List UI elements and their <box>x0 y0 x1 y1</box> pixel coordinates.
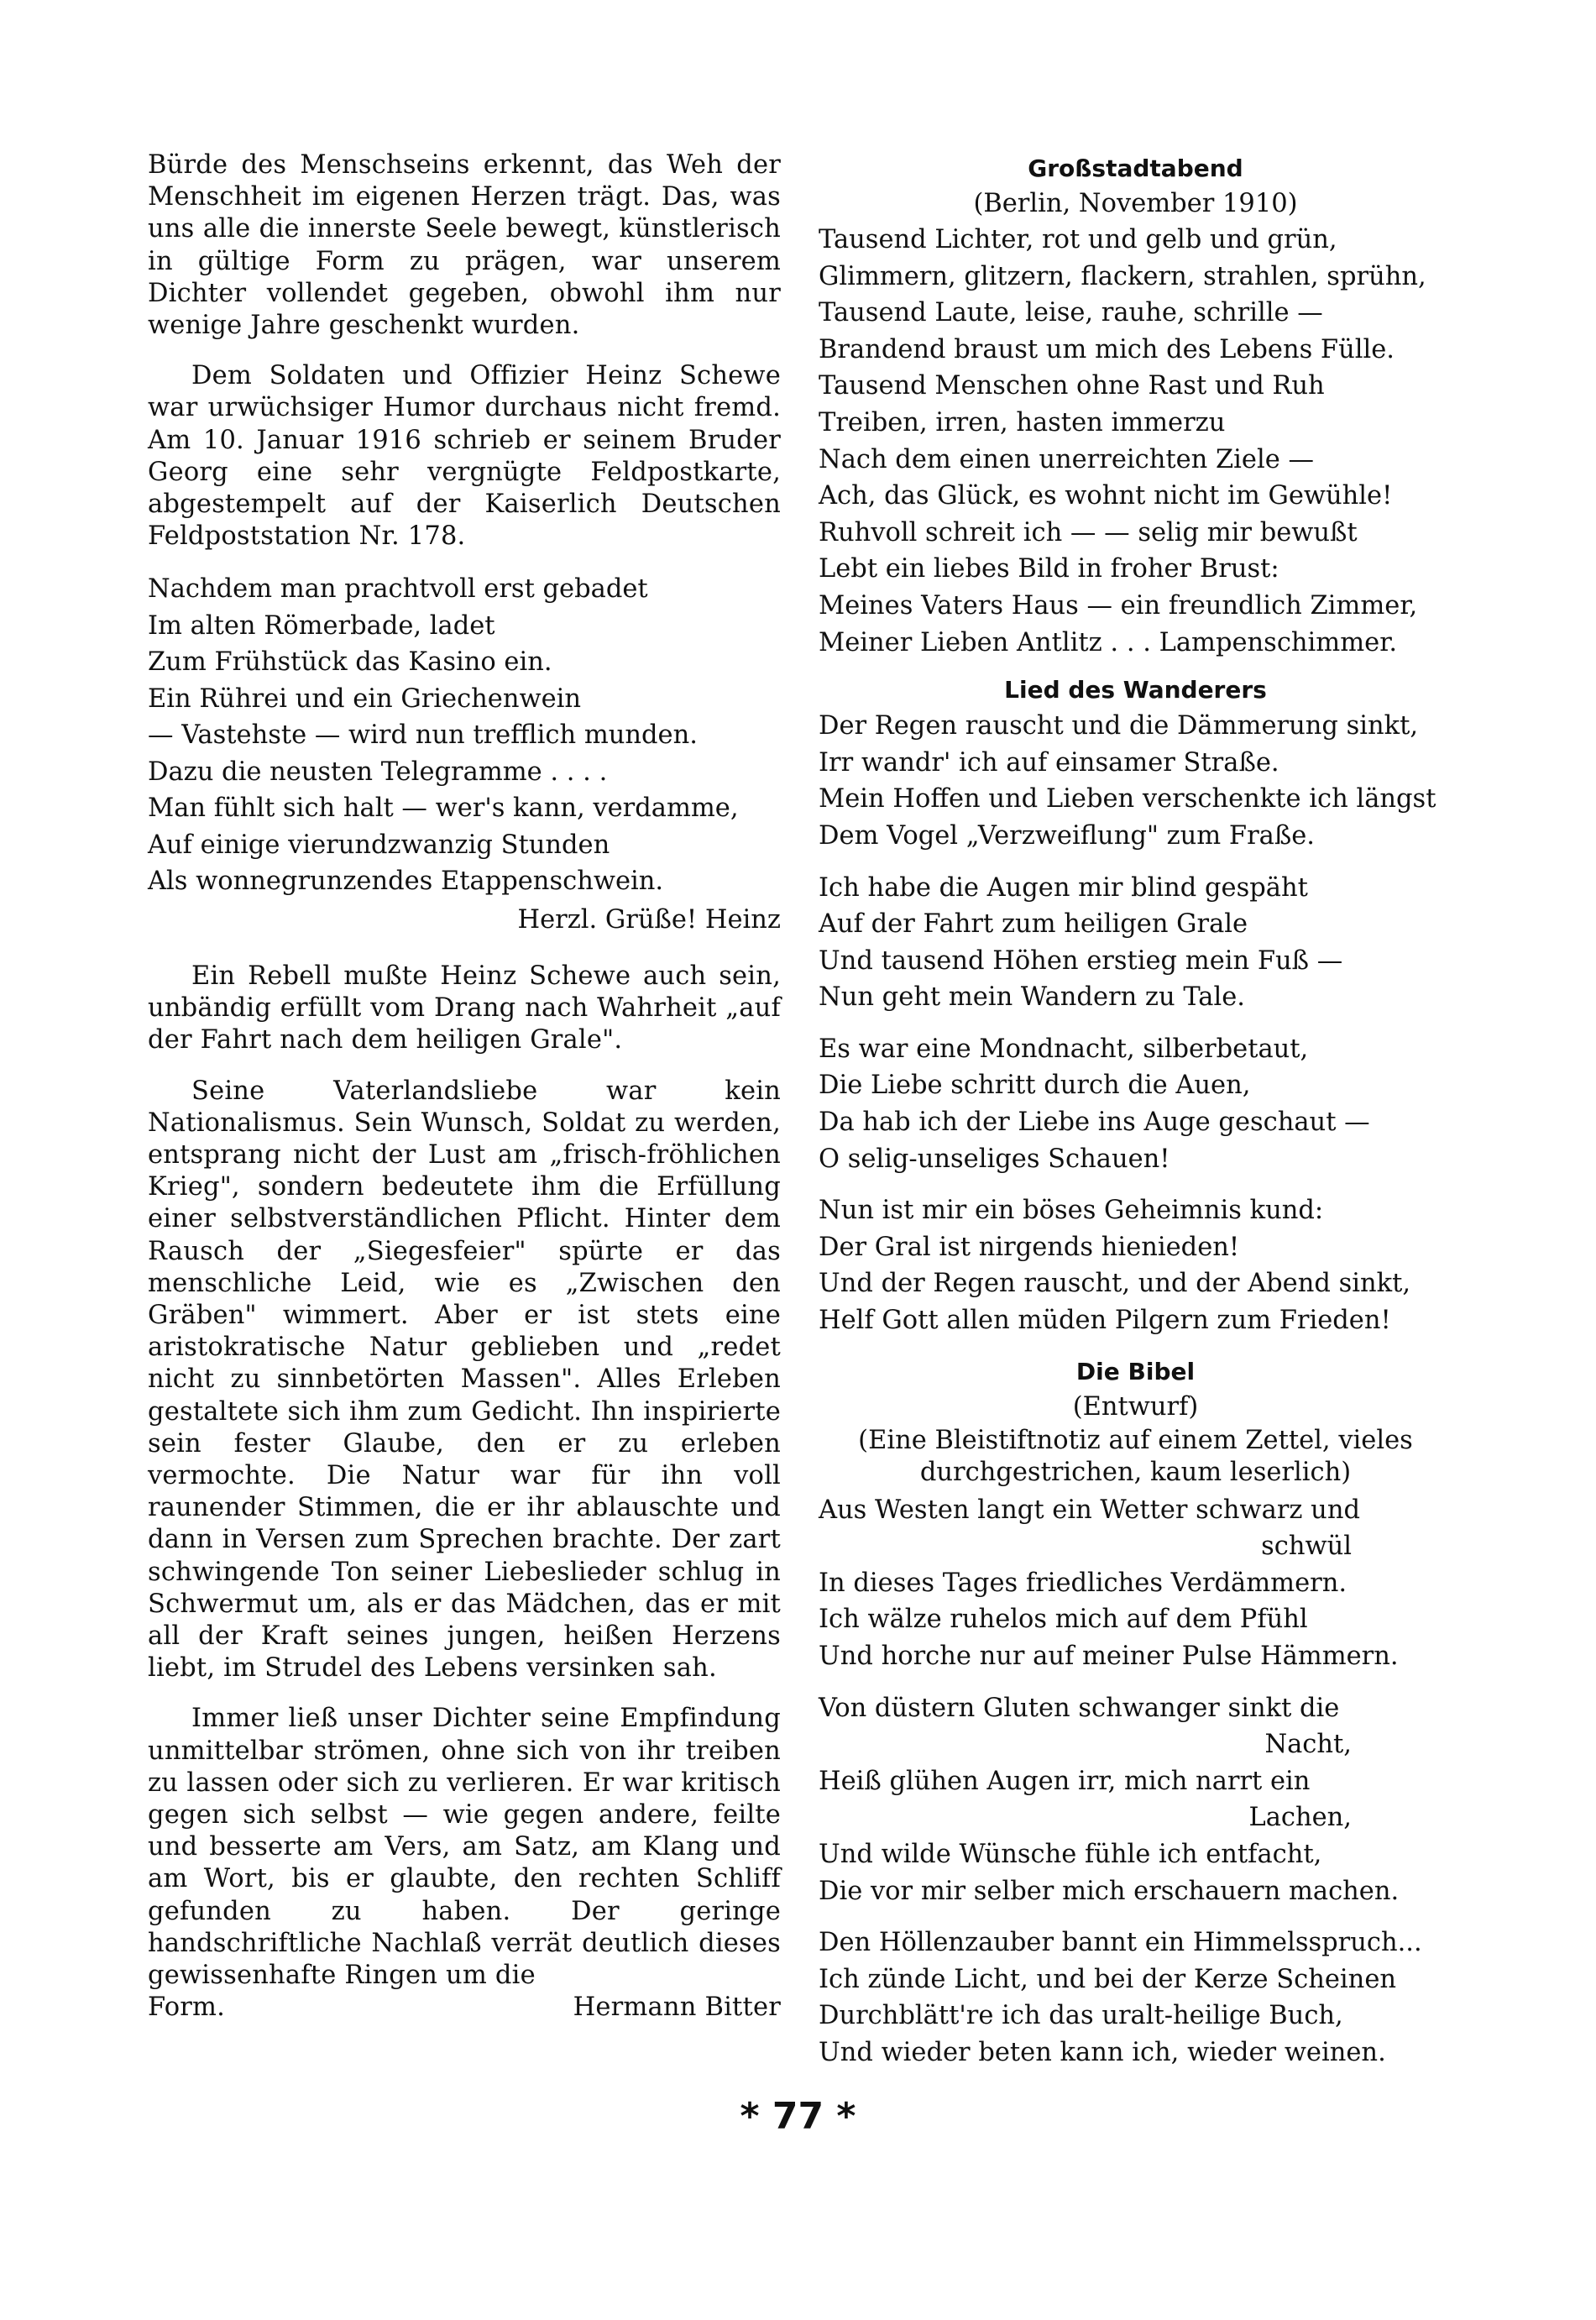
poem-line: Meines Vaters Haus — ein freundlich Zimmer, <box>819 590 1418 621</box>
verse-line: Als wonnegrunzendes Etappenschwein. <box>148 867 664 897</box>
poem-line: Brandend braust um mich des Lebens Fülle. <box>819 334 1395 364</box>
poem-line: Der Gral ist nirgends hienieden! <box>819 1232 1240 1262</box>
poem-stanza <box>819 870 1452 1016</box>
poem-grossstadtabend <box>819 222 1452 661</box>
essay-last-word: Form. <box>148 1993 226 2023</box>
poem-line: Nun ist mir ein böses Geheimnis kund: <box>819 1196 1324 1226</box>
poem-line-wrap: schwül <box>1261 1532 1352 1562</box>
poem-line: Helf Gott allen müden Pilgern zum Frieden! <box>819 1306 1391 1336</box>
poem-line: Treiben, irren, hasten immerzu <box>819 407 1226 437</box>
poem-title-die-bibel: Die Bibel <box>1075 1357 1196 1385</box>
verse-line: Zum Frühstück das Kasino ein. <box>148 647 552 678</box>
poem-line: Lebt ein liebes Bild in froher Brust: <box>819 554 1279 584</box>
poem-line: Dem Vogel „Verzweiflung" zum Fraße. <box>819 820 1315 851</box>
poem-line: Ich zünde Licht, und bei der Kerze Scheinen <box>819 1964 1397 1994</box>
verse-line: Ein Rührei und ein Griechenwein <box>148 683 582 714</box>
poem-line: Aus Westen langt ein Wetter schwarz und <box>819 1495 1360 1525</box>
poem-line: Mein Hoffen und Lieben verschenkte ich längst <box>819 784 1436 814</box>
poem-line: Nach dem einen unerreichten Ziele — <box>819 444 1314 474</box>
poem-line: Und wilde Wünsche fühle ich entfacht, <box>819 1839 1322 1869</box>
essay-paragraph-4: Seine Vaterlandsliebe war kein Nationalismus. Sein Wunsch, Soldat zu werden, entsprang nicht der Lust am „frisch-fröhlichen Krieg", sondern bedeutete ihm die Erfüllung einer selbstverständlichen Pflicht. Hinter dem Rausch der „Siegesfeier" spürte er das menschliche Leid, wie es „Zwischen den Gräben" wimmert. Aber er ist stets eine aristokratische Natur geblieben und „redet nicht zu sinnbetörten Massen". Alles Erleben gestaltete sich ihm zum Gedicht. Ihn inspirierte sein fester Glaube, den er zu erleben vermochte. Die Natur war für ihn voll raunender Stimmen, die er ihr ablauschte und dann in Versen zum Sprechen brachte. Der zart schwingende Ton seiner Liebeslieder schlug in Schwermut um, als er das Mädchen, das er mit all der Kraft seines jungen, heißen Herzens liebt, im Strudel des Lebens versinken sah. <box>148 1076 781 1684</box>
poem-stanza <box>819 1925 1452 2071</box>
poem-stanza <box>819 708 1452 854</box>
poem-line: Ach, das Glück, es wohnt nicht im Gewühle! <box>819 481 1393 511</box>
essay-closing-line <box>148 1992 781 2024</box>
poem-line: Irr wandr' ich auf einsamer Straße. <box>819 747 1279 778</box>
poem-title-lied-des-wanderers: Lied des Wanderers <box>1004 676 1267 704</box>
poem-line: Ich habe die Augen mir blind gespäht <box>819 872 1308 903</box>
poem-subtitle: (Berlin, November 1910) <box>973 189 1298 218</box>
essay-paragraph-3: Ein Rebell mußte Heinz Schewe auch sein, unbändig erfüllt vom Drang nach Wahrheit „auf der Fahrt nach dem heiligen Grale". <box>148 961 781 1055</box>
poem-line: Die vor mir selber mich erschauern machen. <box>819 1876 1400 1906</box>
poem-line: Von düstern Gluten schwanger sinkt die <box>819 1693 1340 1723</box>
poem-line: Auf der Fahrt zum heiligen Grale <box>819 909 1248 940</box>
poem-line: Tausend Laute, leise, rauhe, schrille — <box>819 298 1323 328</box>
essay-paragraph-2: Dem Soldaten und Offizier Heinz Schewe war urwüchsiger Humor durchaus nicht fremd. Am 10. Januar 1916 schrieb er seinem Bruder Georg eine sehr vergnügte Feldpostkarte, abgestempelt auf der Kaiserlich Deutschen Feldpoststation Nr. 178. <box>148 361 781 552</box>
poem-line-wrap: Lachen, <box>1248 1803 1352 1833</box>
poem-line: Meiner Lieben Antlitz . . . Lampenschimmer. <box>819 627 1398 657</box>
poem-editorial-note: (Eine Bleistiftnotiz auf einem Zettel, vieles durchgestrichen, kaum leserlich) <box>858 1425 1413 1487</box>
poem-title-grossstadtabend: Großstadtabend <box>1028 154 1243 182</box>
poem-stanza <box>819 1492 1452 1675</box>
poem-line: Und tausend Höhen erstieg mein Fuß — <box>819 945 1343 976</box>
verse-line: Man fühlt sich halt — wer's kann, verdamme, <box>148 793 739 824</box>
page-number: * 77 * <box>740 2095 856 2138</box>
feldpost-verse <box>148 571 781 900</box>
verse-line: — Vastehste — wird nun trefflich munden. <box>148 720 698 751</box>
poem-line: Es war eine Mondnacht, silberbetaut, <box>819 1034 1309 1064</box>
poem-line: Glimmern, glitzern, flackern, strahlen, sprühn, <box>819 261 1426 291</box>
poem-line: Nun geht mein Wandern zu Tale. <box>819 982 1245 1013</box>
poem-line: Und der Regen rauscht, und der Abend sinkt, <box>819 1269 1411 1299</box>
greeting-signoff: Herzl. Grüße! Heinz <box>517 904 781 935</box>
poem-line: Heiß glühen Augen irr, mich narrt ein <box>819 1766 1311 1796</box>
poem-line: Tausend Menschen ohne Rast und Ruh <box>819 371 1325 401</box>
poem-line: In dieses Tages friedliches Verdämmern. <box>819 1568 1347 1598</box>
verse-line: Auf einige vierundzwanzig Stunden <box>148 830 610 860</box>
essay-paragraph-5: Immer ließ unser Dichter seine Empfindung unmittelbar strömen, ohne sich von ihr treiben zu lassen oder sich zu verlieren. Er war kritisch gegen sich selbst — wie gegen andere, feilte und besserte am Vers, am Satz, am Klang und am Wort, bis er glaubte, den rechten Schliff gefunden zu haben. Der geringe handschriftliche Nachlaß verrät deutlich dieses gewissenhafte Ringen um die <box>148 1704 781 1991</box>
poem-stanza <box>819 1031 1452 1177</box>
poem-line: Ich wälze ruhelos mich auf dem Pfühl <box>819 1605 1308 1635</box>
poem-subtitle: (Entwurf) <box>1072 1391 1199 1422</box>
author-name: Hermann Bitter <box>573 1993 781 2023</box>
essay-paragraph-1: Bürde des Menschseins erkennt, das Weh der Menschheit im eigenen Herzen trägt. Das, was uns alle die innerste Seele bewegt, künstlerisch in gültige Form zu prägen, war unserem Dichter vollendet gegeben, obwohl ihm nur wenige Jahre geschenkt wurden. <box>148 150 781 341</box>
poem-line: Da hab ich der Liebe ins Auge geschaut — <box>819 1108 1370 1138</box>
left-column <box>148 149 781 2042</box>
right-column <box>819 149 1452 2087</box>
verse-line: Dazu die neusten Telegramme . . . . <box>148 757 608 787</box>
poem-line: Durchblätt're ich das uralt-heilige Buch, <box>819 2001 1343 2031</box>
poem-line: Ruhvoll schreit ich — — selig mir bewußt <box>819 517 1358 547</box>
poem-stanza <box>819 1192 1452 1338</box>
verse-line: Nachdem man prachtvoll erst gebadet <box>148 574 648 605</box>
verse-line: Im alten Römerbade, ladet <box>148 610 495 641</box>
poem-stanza <box>819 1690 1452 1910</box>
poem-line: Tausend Lichter, rot und gelb und grün, <box>819 225 1337 254</box>
poem-line-wrap: Nacht, <box>1264 1730 1352 1760</box>
poem-line: Die Liebe schritt durch die Auen, <box>819 1071 1251 1101</box>
poem-line: Und wieder beten kann ich, wieder weinen. <box>819 2037 1386 2067</box>
poem-line: Den Höllenzauber bannt ein Himmelsspruch... <box>819 1928 1422 1958</box>
poem-line: Der Regen rauscht und die Dämmerung sinkt, <box>819 711 1419 741</box>
poem-line: Und horche nur auf meiner Pulse Hämmern. <box>819 1642 1399 1671</box>
poem-line: O selig-unseliges Schauen! <box>819 1144 1170 1174</box>
